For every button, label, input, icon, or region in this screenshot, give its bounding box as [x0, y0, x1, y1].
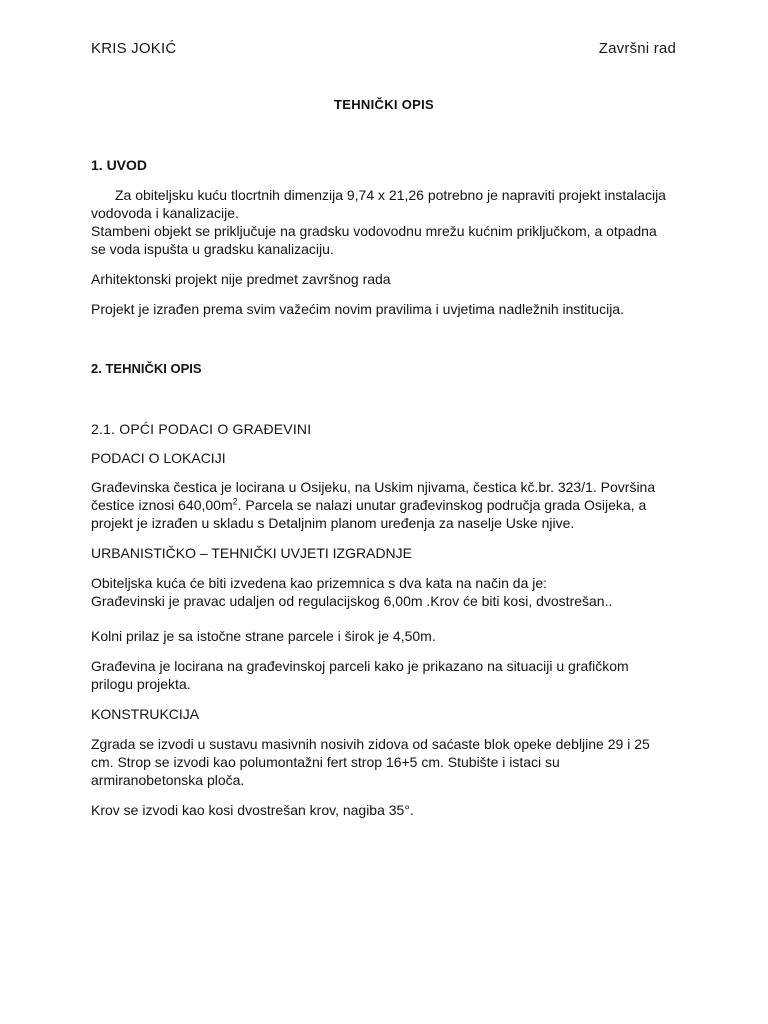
text-line: vodovoda i kanalizacije. [91, 205, 239, 221]
text-line: Obiteljska kuća će biti izvedena kao prizemnica s dva kata na način da je: [91, 575, 548, 591]
text-fragment: . Parcela se nalazi unutar građevinskog područja grada Osijeka, a [237, 497, 647, 513]
text-line: Zgrada se izvodi u sustavu masivnih nosivih zidova od saćaste blok opeke debljine 29 i 25 [91, 736, 650, 752]
text-line: cm. Strop se izvodi kao polumontažni fert strop 16+5 cm. Stubište i istaci su [91, 754, 560, 770]
lokacija-graficki-paragraph [91, 657, 681, 693]
krov-paragraph: Krov se izvodi kao kosi dvostrešan krov, nagiba 35°. [91, 802, 414, 818]
text-line: projekt je izrađen u skladu s Detaljnim planom uređenja za naselje Uske njive. [91, 515, 575, 531]
kolni-prilaz-paragraph: Kolni prilaz je sa istočne strane parcele i širok je 4,50m. [91, 628, 436, 644]
urbanisticki-paragraph [91, 574, 681, 610]
text-fragment: čestice iznosi 640,00m [91, 497, 233, 513]
text-line: armiranobetonska ploča. [91, 772, 245, 788]
section-heading-uvod: 1. UVOD [91, 157, 148, 173]
superscript: 2 [232, 496, 238, 507]
header-doc-type: Završni rad [598, 40, 676, 57]
uvod-paragraph-2: Arhitektonski projekt nije predmet završnog rada [91, 271, 391, 287]
header-author: KRIS JOKIĆ [91, 40, 177, 57]
uvod-paragraph-1 [91, 186, 681, 258]
text-line: Građevina je locirana na građevinskoj parceli kako je prikazano na situaciji u grafičkom [91, 658, 629, 674]
document-title: TEHNIČKI OPIS [334, 97, 434, 112]
heading-podaci-o-lokaciji: PODACI O LOKACIJI [91, 450, 226, 466]
text-line [91, 496, 681, 514]
section-heading-tehnicki-opis: 2. TEHNIČKI OPIS [91, 361, 202, 376]
uvod-paragraph-3: Projekt je izrađen prema svim važećim novim pravilima i uvjetima nadležnih institucija. [91, 301, 624, 317]
heading-urbanisticki-uvjeti: URBANISTIČKO – TEHNIČKI UVJETI IZGRADNJE [91, 545, 413, 561]
text-line: Za obiteljsku kuću tlocrtnih dimenzija 9,74 x 21,26 potrebno je napraviti projekt instalacija [115, 187, 666, 203]
text-line: se voda ispušta u gradsku kanalizaciju. [91, 241, 334, 257]
text-line: Građevinski je pravac udaljen od regulacijskog 6,00m .Krov će biti kosi, dvostrešan.. [91, 593, 613, 609]
lokacija-paragraph [91, 478, 681, 532]
text-line: prilogu projekta. [91, 676, 191, 692]
subsection-heading-opci-podaci: 2.1. OPĆI PODACI O GRAĐEVINI [91, 421, 312, 437]
heading-konstrukcija: KONSTRUKCIJA [91, 706, 200, 722]
konstrukcija-paragraph [91, 735, 681, 789]
text-line: Građevinska čestica je locirana u Osijeku, na Uskim njivama, čestica kč.br. 323/1. Površina [91, 479, 656, 495]
text-line: Stambeni objekt se priključuje na gradsku vodovodnu mrežu kućnim priključkom, a otpadna [91, 223, 657, 239]
